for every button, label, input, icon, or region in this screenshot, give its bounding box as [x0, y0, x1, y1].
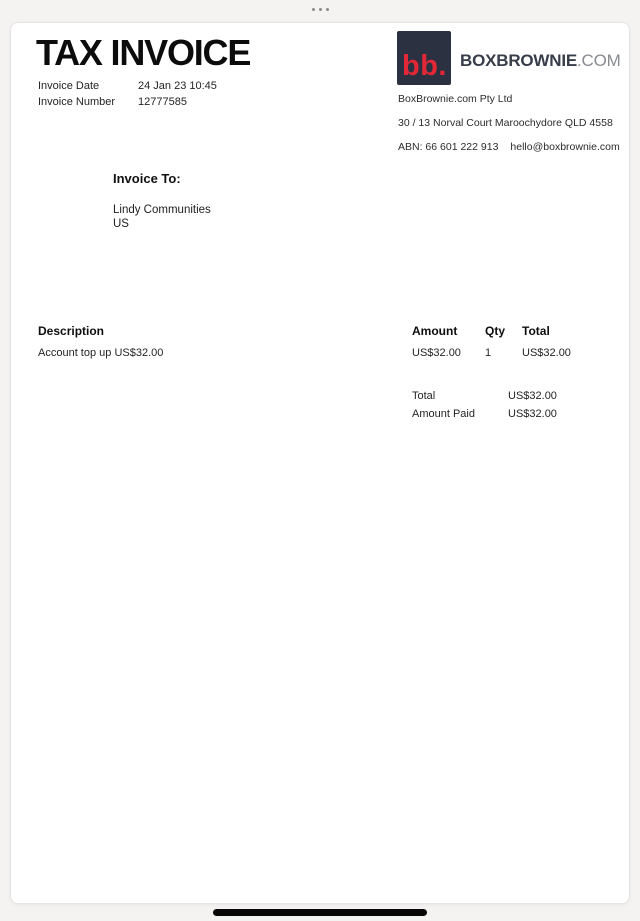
company-address: 30 / 13 Norval Court Maroochydore QLD 4558 [398, 117, 613, 129]
invoice-number-row [38, 95, 217, 111]
customer-name: Lindy Communities [113, 204, 211, 216]
column-header-qty: Qty [485, 324, 506, 338]
invoice-meta [38, 79, 217, 110]
company-name: BoxBrownie.com Pty Ltd [398, 93, 513, 105]
brand-tld: .COM [577, 51, 621, 70]
summary-total-label: Total [412, 390, 436, 402]
line-item-description: Account top up US$32.00 [38, 347, 164, 359]
home-indicator[interactable] [213, 909, 427, 916]
invoice-to-label: Invoice To: [113, 171, 181, 186]
customer-country: US [113, 218, 129, 230]
column-header-total: Total [522, 324, 550, 338]
boxbrownie-logo-icon [397, 31, 451, 85]
drag-dot-icon [312, 8, 315, 11]
brand-wordmark [460, 52, 621, 69]
company-info [398, 94, 620, 166]
page-title: TAX INVOICE [36, 32, 251, 73]
invoice-to-address [113, 203, 211, 231]
invoice-date-row [38, 79, 217, 95]
drag-handle[interactable] [0, 8, 640, 11]
invoice-date-label: Invoice Date [38, 80, 100, 92]
invoice-number-value: 12777585 [138, 95, 187, 108]
column-header-description: Description [38, 324, 105, 338]
logo-text: bb. [402, 50, 447, 82]
company-abn-email [398, 142, 620, 153]
summary-amount-paid-label: Amount Paid [412, 408, 475, 420]
invoice-date-value: 24 Jan 23 10:45 [138, 80, 217, 92]
brand-name: BOXBROWNIE [460, 51, 578, 70]
drag-dot-icon [319, 8, 322, 11]
drag-dot-icon [326, 8, 329, 11]
line-item-qty: 1 [485, 347, 492, 359]
company-abn: ABN: 66 601 222 913 [398, 141, 499, 153]
company-email: hello@boxbrownie.com [510, 141, 620, 153]
summary-amount-paid-value: US$32.00 [508, 408, 557, 420]
line-item-amount: US$32.00 [412, 347, 461, 359]
invoice-number-label: Invoice Number [38, 95, 116, 108]
invoice-page [10, 22, 630, 904]
column-header-amount: Amount [412, 324, 458, 338]
summary-total-value: US$32.00 [508, 390, 557, 402]
line-item-total: US$32.00 [522, 347, 571, 359]
